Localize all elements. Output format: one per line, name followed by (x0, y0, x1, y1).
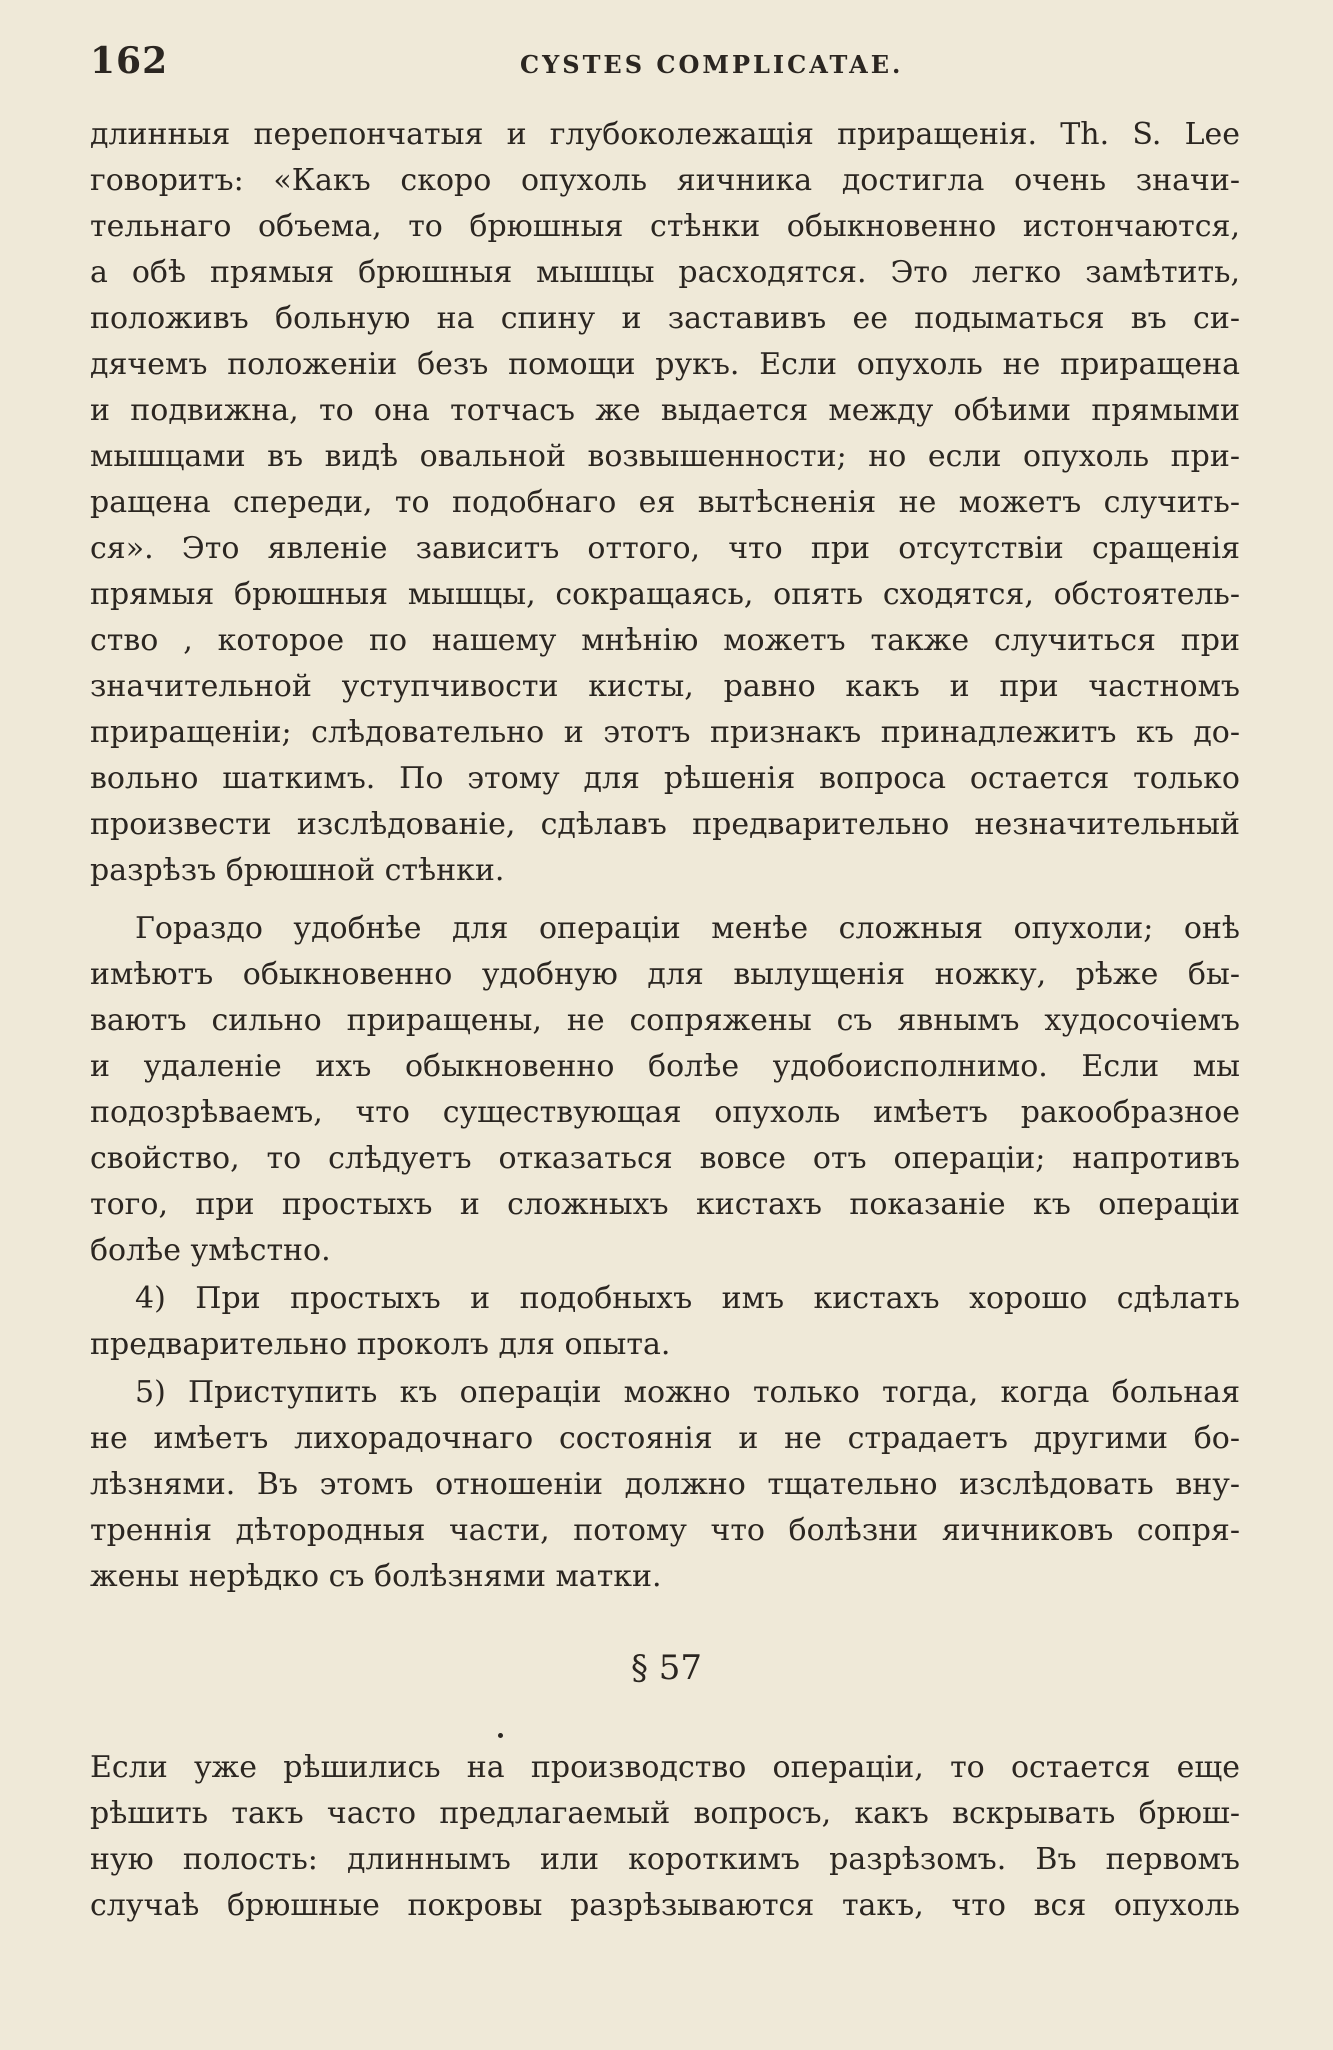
paragraph-2 (90, 906, 1240, 1274)
text-line: и подвижна, то она тотчасъ же выдается между обѣими прямыми (90, 393, 1240, 428)
text-line: произвести изслѣдованіе, сдѣлавъ предварительно незначительный (90, 807, 1240, 842)
text-line: говоритъ: «Какъ скоро опухоль яичника достигла очень значи- (90, 163, 1240, 198)
text-line: дячемъ положеніи безъ помощи рукъ. Если опухоль не приращена (90, 347, 1240, 382)
text-line: болѣе умѣстно. (90, 1233, 331, 1268)
paragraph-1 (90, 112, 1240, 894)
text-line: прямыя брюшныя мышцы, сокращаясь, опять сходятся, обстоятель- (90, 577, 1240, 612)
text-line: а обѣ прямыя брюшныя мышцы расходятся. Это легко замѣтить, (90, 255, 1240, 290)
text-line: предварительно проколъ для опыта. (90, 1327, 671, 1362)
text-line: лѣзнями. Въ этомъ отношеніи должно тщательно изслѣдовать вну- (90, 1467, 1240, 1502)
text-line: длинныя перепончатыя и глубоколежащія приращенія. Th. S. Lee (90, 117, 1240, 152)
text-line: не имѣетъ лихорадочнаго состоянія и не страдаетъ другими бо- (90, 1421, 1240, 1456)
text-line: случаѣ брюшные покровы разрѣзываются такъ, что вся опухоль (90, 1888, 1240, 1923)
text-line: Гораздо удобнѣе для операціи менѣе сложныя опухоли; онѣ (135, 911, 1240, 946)
text-line: 4) При простыхъ и подобныхъ имъ кистахъ хорошо сдѣлать (135, 1281, 1240, 1316)
text-line: рѣшить такъ часто предлагаемый вопросъ, какъ вскрывать брюш- (90, 1796, 1240, 1831)
text-line: жены нерѣдко съ болѣзнями матки. (90, 1559, 662, 1594)
text-line: ство , которое по нашему мнѣнію можетъ также случиться при (90, 623, 1240, 658)
text-line: подозрѣваемъ, что существующая опухоль имѣетъ ракообразное (90, 1095, 1240, 1130)
text-line: 5) Приступить къ операціи можно только тогда, когда больная (135, 1375, 1240, 1410)
text-line: имѣютъ обыкновенно удобную для вылущенія ножку, рѣже бы- (90, 957, 1240, 992)
text-line: и удаленіе ихъ обыкновенно болѣе удобоисполнимо. Если мы (90, 1049, 1240, 1084)
text-line: мышцами въ видѣ овальной возвышенности; но если опухоль при- (90, 439, 1240, 474)
text-line: ную полость: длиннымъ или короткимъ разрѣзомъ. Въ первомъ (90, 1842, 1240, 1877)
paragraph-4 (90, 1370, 1240, 1600)
text-line: тельнаго объема, то брюшныя стѣнки обыкновенно истончаются, (90, 209, 1240, 244)
text-line: приращеніи; слѣдовательно и этотъ признакъ принадлежитъ къ до- (90, 715, 1240, 750)
text-line: ся». Это явленіе зависитъ оттого, что при отсутствіи сращенія (90, 531, 1240, 566)
text-line: ращена спереди, то подобнаго ея вытѣсненія не можетъ случить- (90, 485, 1240, 520)
page-number: 162 (90, 40, 169, 82)
text-line: треннія дѣтородныя части, потому что болѣзни яичниковъ сопря- (90, 1513, 1240, 1548)
paragraph-3 (90, 1276, 1240, 1368)
running-head: CYSTES COMPLICATAE. (520, 50, 904, 79)
page-header (90, 40, 1240, 90)
text-line: того, при простыхъ и сложныхъ кистахъ показаніе къ операціи (90, 1187, 1240, 1222)
text-line: положивъ больную на спину и заставивъ ее подыматься въ си- (90, 301, 1240, 336)
text-line: ваютъ сильно приращены, не сопряжены съ явнымъ худосочіемъ (90, 1003, 1240, 1038)
text-line: Если уже рѣшились на производство операціи, то остается еще (90, 1750, 1240, 1785)
print-speck (498, 1733, 503, 1738)
text-line: свойство, то слѣдуетъ отказаться вовсе отъ операціи; напротивъ (90, 1141, 1240, 1176)
text-line: значительной уступчивости кисты, равно какъ и при частномъ (90, 669, 1240, 704)
section-heading: § 57 (630, 1648, 703, 1688)
paragraph-5 (90, 1745, 1240, 1929)
text-line: разрѣзъ брюшной стѣнки. (90, 853, 505, 888)
text-line: вольно шаткимъ. По этому для рѣшенія вопроса остается только (90, 761, 1240, 796)
